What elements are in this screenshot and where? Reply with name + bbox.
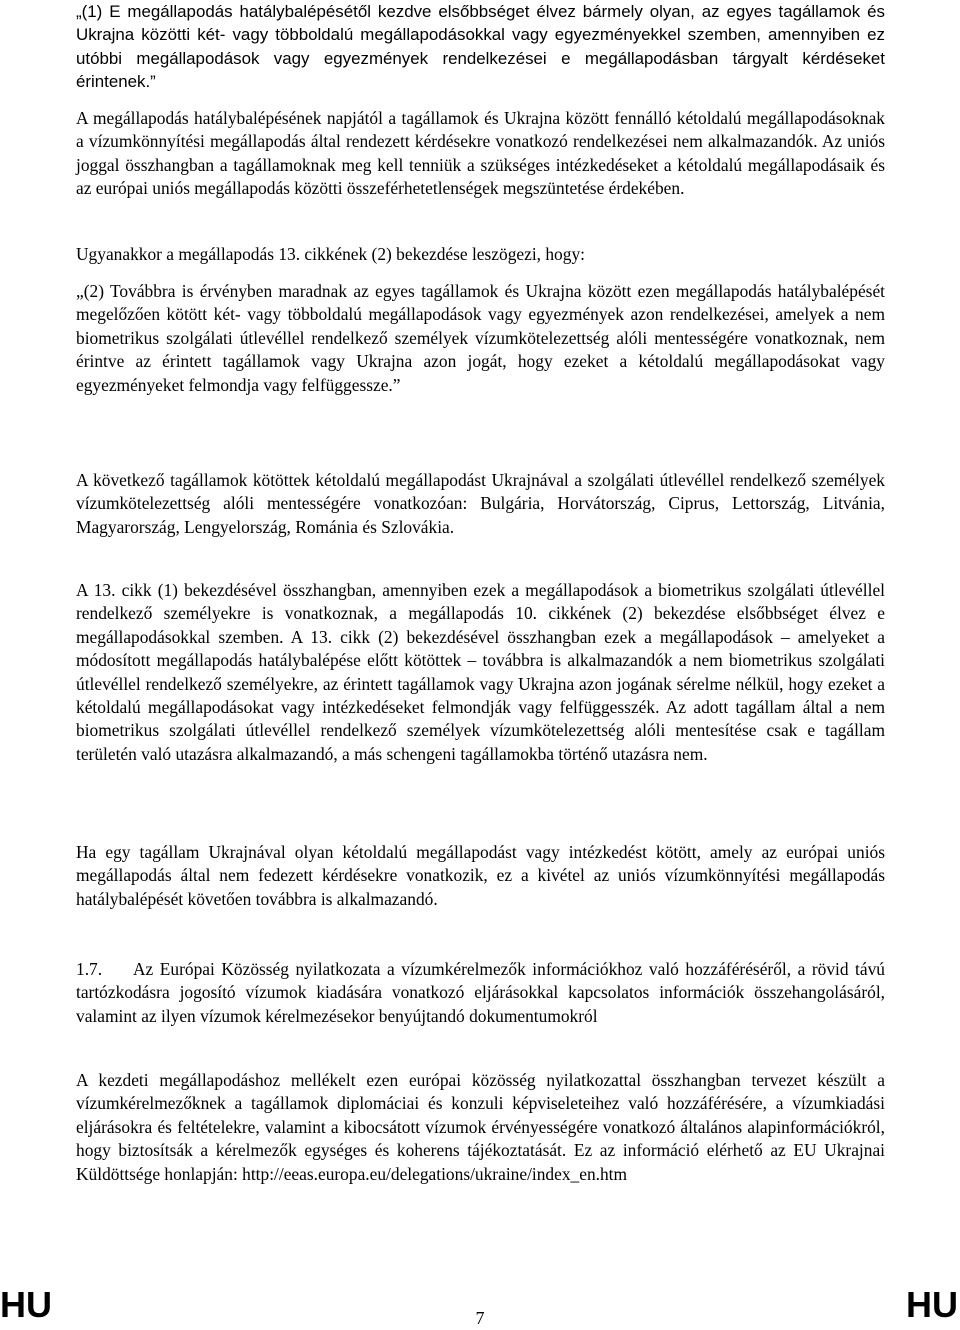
paragraph-article-13-quote: „(1) E megállapodás hatálybalépésétől kezdve elsőbbséget élvez bármely olyan, az egyes tagállamok és Ukrajna közötti két- vagy többoldalú megállapodásokkal vagy egyezményekkel szemben, amennyiben ez utóbbi megállapodások vagy egyezmények rendelkezései e megállapodásban tárgyalt kérdéseket érintenek.” xyxy=(76,2,885,92)
paragraph-article-13-1: A 13. cikk (1) bekezdésével összhangban, amennyiben ezek a megállapodások a biometrikus szolgálati útlevéllel rendelkező személyekre is vonatkoznak, a megállapodás 10. cikkének (2) bekezdése elsőbbséget élvez e megállapodásokkal szemben. A 13. cikk (2) bekezdésével összhangban ezek a megállapodások – amelyeket a módosított megállapodás hatálybalépése előtt kötöttek – továbbra is alkalmazandók a nem biometrikus szolgálati útlevéllel rendelkező személyekre, az érintett tagállamok vagy Ukrajna azon jogának sérelme nélkül, hogy ezeket a kétoldalú megállapodásokat vagy intézkedéseket felmondják vagy felfüggesszék. Az adott tagállam által a nem biometrikus szolgálati útlevéllel rendelkező személyek vízumkötelezettség alóli mentesítése csak e tagállam területén való utazásra alkalmazandó, a más schengeni tagállamokba történő utazásra nem. xyxy=(76,580,885,764)
paragraph-bilateral-agreements: A megállapodás hatálybalépésének napjától a tagállamok és Ukrajna között fennálló kétoldalú megállapodásoknak a vízumkönnyítési megállapodás által rendezett kérdésekre vonatkozó rendelkezései nem alkalmazandók. Az uniós joggal összhangban a tagállamoknak meg kell tenniük a szükséges intézkedéseket a kétoldalú megállapodásaik és az európai uniós megállapodás közötti összeférhetetlenségek megszüntetése érdekében. xyxy=(76,108,885,199)
paragraph-exception: Ha egy tagállam Ukrajnával olyan kétoldalú megállapodást vagy intézkedést kötött, amely az európai uniós megállapodás által nem fedezett kérdésekre vonatkozik, ez a kivétel az uniós vízumkönnyítési megállapodás hatálybalépését követően továbbra is alkalmazandó. xyxy=(76,842,885,909)
footer-language-code-left: HU xyxy=(0,1284,52,1325)
paragraph-article-13-2-quote: „(2) Továbbra is érvényben maradnak az egyes tagállamok és Ukrajna között ezen megállapodás hatálybalépését megelőzően kötött két- vagy többoldalú megállapodások vagy egyezmények azon rendelkezései, amelyek a nem biometrikus szolgálati útlevéllel rendelkező személyek vízumkötelezettség alóli mentességére vonatkoznak, nem érintve az érintett tagállamok vagy Ukrajna azon jogát, hogy ezeket a kétoldalú megállapodásokat vagy egyezményeket felmondja vagy felfüggessze.” xyxy=(76,281,885,395)
footer-language-code-right: HU xyxy=(906,1284,958,1325)
page-number: 7 xyxy=(475,1308,485,1328)
paragraph-member-states-list: A következő tagállamok kötöttek kétoldalú megállapodást Ukrajnával a szolgálati útlevéllel rendelkező személyek vízumkötelezettség alóli mentességére vonatkozóan: Bulgária, Horvátország, Ciprus, Lettország, Litvánia, Magyarország, Lengyelország, Románia és Szlovákia. xyxy=(76,470,885,537)
section-number: 1.7. xyxy=(76,959,103,979)
paragraph-article-13-2-intro: Ugyanakkor a megállapodás 13. cikkének (2) bekezdése leszögezi, hogy: xyxy=(76,244,585,264)
section-heading xyxy=(76,958,885,1028)
delegation-link[interactable]: http://eeas.europa.eu/delegations/ukraine/index_en.htm xyxy=(242,1163,628,1184)
section-title: Az Európai Közösség nyilatkozata a vízumkérelmezők információkhoz való hozzáféréséről, a rövid távú tartózkodásra jogosító vízumok kiadására vonatkozó eljárásokkal kapcsolatos információk összehangolásáról, valamint az ilyen vízumok kérelmezésekor benyújtandó dokumentumokról xyxy=(76,959,885,1026)
declaration-text: A kezdeti megállapodáshoz mellékelt ezen európai közösség nyilatkozattal összhangban tervezet készült a vízumkérelmezőknek a tagállamok diplomáciai és konzuli képviseleteihez való hozzáférésére, a vízumkiadási eljárásokra és feltételekre, valamint a kibocsátott vízumok érvényességére vonatkozó általános alapinformációkról, hogy biztosítsák a kérelmezők egységes és koherens tájékoztatását. Ez az információ elérhető az EU Ukrajnai Küldöttsége honlapján: xyxy=(76,1070,885,1184)
paragraph-declaration xyxy=(76,1069,885,1186)
